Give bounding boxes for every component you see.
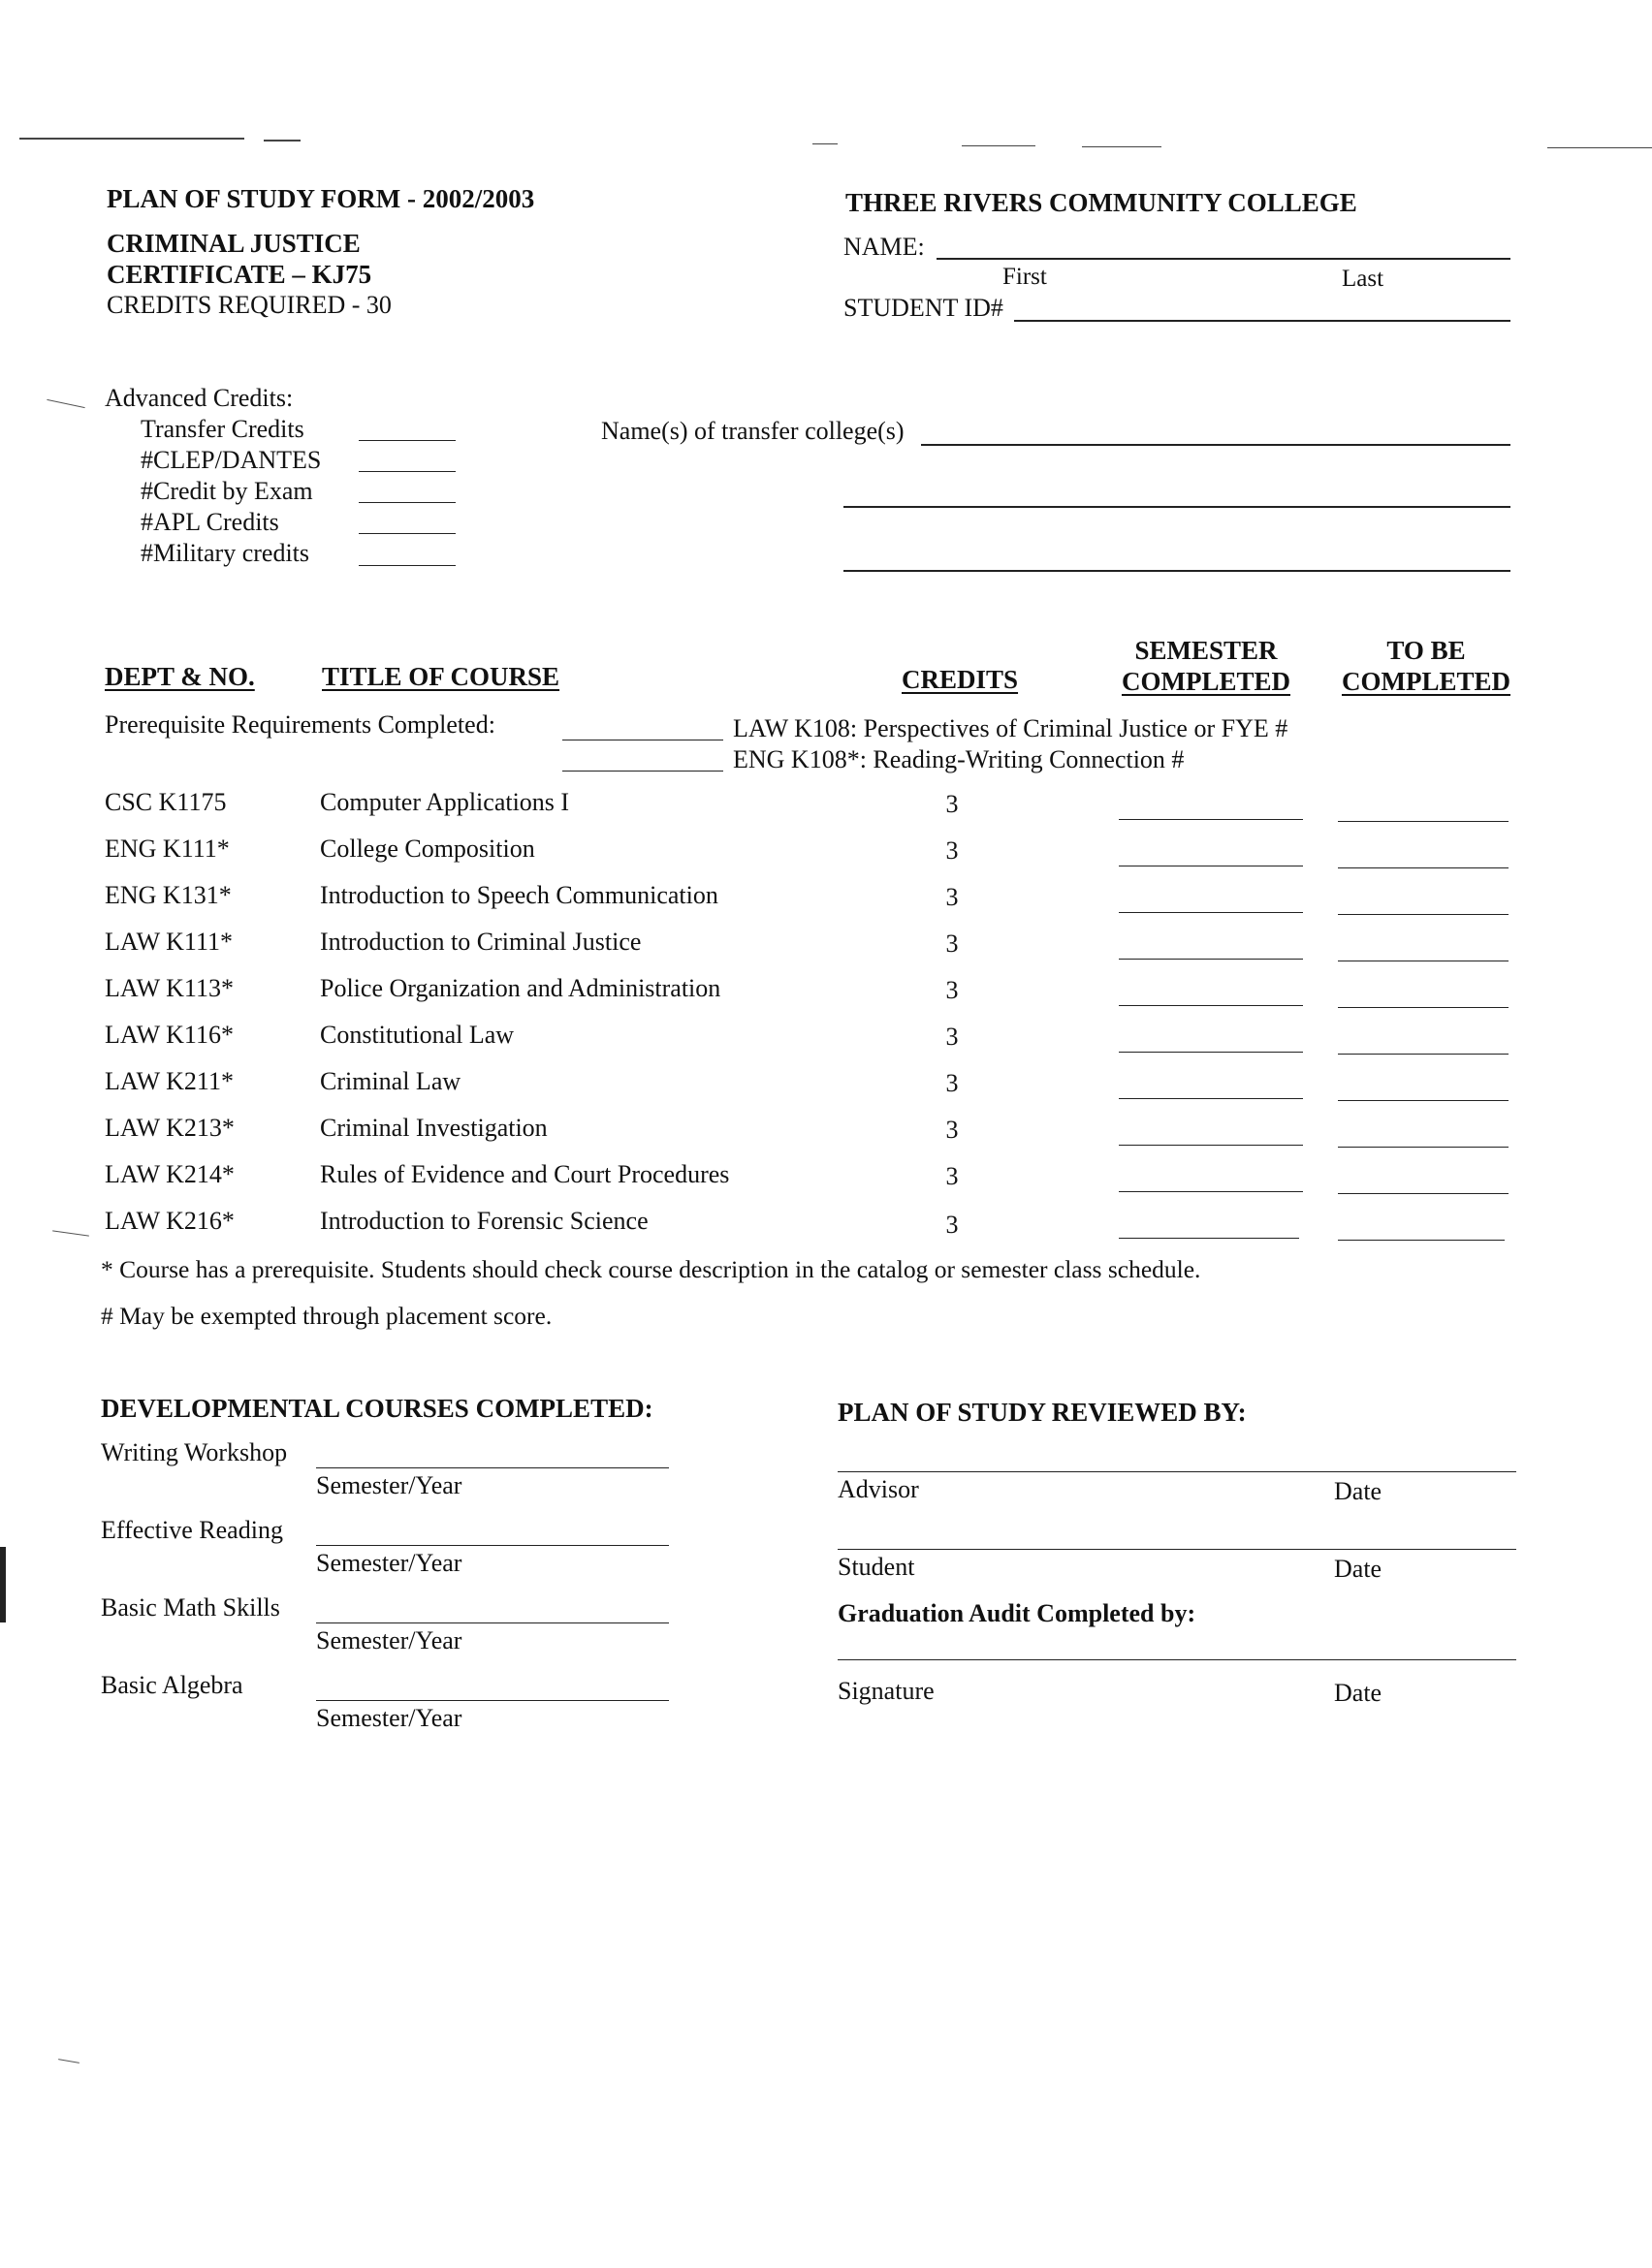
- signature-label: Signature: [838, 1677, 935, 1705]
- college-name: THREE RIVERS COMMUNITY COLLEGE: [845, 188, 1357, 217]
- credit-by-exam-label: #Credit by Exam: [141, 477, 313, 505]
- semester-year-label: Semester/Year: [316, 1704, 462, 1732]
- scan-artifact-line: [1082, 146, 1161, 147]
- scan-artifact-line: [812, 143, 838, 144]
- course-credits: 3: [945, 1162, 959, 1190]
- form-title: PLAN OF STUDY FORM - 2002/2003: [107, 184, 535, 213]
- semester-completed-field[interactable]: [1119, 959, 1303, 960]
- tobe-column-header-line1: TO BE: [1386, 636, 1466, 665]
- transfer-college-field-2[interactable]: [843, 506, 1510, 508]
- course-title: Introduction to Criminal Justice: [320, 928, 642, 956]
- military-credits-field[interactable]: [359, 565, 456, 566]
- program-name: CRIMINAL JUSTICE: [107, 229, 361, 258]
- developmental-heading: DEVELOPMENTAL COURSES COMPLETED:: [101, 1394, 653, 1423]
- scan-artifact-line: [1547, 147, 1652, 148]
- to-be-completed-field[interactable]: [1338, 867, 1509, 868]
- title-column-header: TITLE OF COURSE: [322, 662, 560, 691]
- apl-credits-label: #APL Credits: [141, 508, 279, 536]
- course-title: Rules of Evidence and Court Procedures: [320, 1160, 730, 1188]
- clep-dantes-field[interactable]: [359, 471, 456, 472]
- course-credits: 3: [945, 883, 959, 911]
- semester-completed-field[interactable]: [1119, 1098, 1303, 1099]
- course-credits: 3: [945, 929, 959, 958]
- course-dept: LAW K213*: [105, 1114, 235, 1142]
- course-title: Police Organization and Administration: [320, 974, 721, 1002]
- review-heading: PLAN OF STUDY REVIEWED BY:: [838, 1398, 1247, 1427]
- credits-column-header: CREDITS: [902, 665, 1019, 694]
- prerequisite-footnote: * Course has a prerequisite. Students should check course description in the catalog or semester class schedule.: [101, 1255, 1201, 1283]
- course-title: Computer Applications I: [320, 788, 570, 816]
- to-be-completed-field[interactable]: [1338, 1054, 1509, 1055]
- semester-year-label: Semester/Year: [316, 1471, 462, 1499]
- course-credits: 3: [945, 790, 959, 818]
- to-be-completed-field[interactable]: [1338, 1240, 1505, 1241]
- student-signature-field[interactable]: [838, 1549, 1516, 1550]
- course-credits: 3: [945, 976, 959, 1004]
- course-dept: LAW K216*: [105, 1207, 235, 1235]
- course-dept: CSC K1175: [105, 788, 227, 816]
- student-id-field[interactable]: [1014, 320, 1510, 322]
- credit-by-exam-field[interactable]: [359, 502, 456, 503]
- check-mark: [52, 1230, 89, 1236]
- semester-completed-field[interactable]: [1119, 1191, 1303, 1192]
- audit-signature-field[interactable]: [838, 1659, 1516, 1660]
- clep-dantes-label: #CLEP/DANTES: [141, 446, 322, 474]
- writing-workshop-label: Writing Workshop: [101, 1438, 288, 1466]
- to-be-completed-field[interactable]: [1338, 1193, 1509, 1194]
- semester-completed-field[interactable]: [1119, 1005, 1303, 1006]
- semester-year-label: Semester/Year: [316, 1549, 462, 1577]
- effective-reading-field[interactable]: [316, 1545, 669, 1546]
- to-be-completed-field[interactable]: [1338, 1007, 1509, 1008]
- course-title: Introduction to Forensic Science: [320, 1207, 649, 1235]
- course-dept: LAW K113*: [105, 974, 234, 1002]
- scan-artifact-line: [962, 145, 1035, 146]
- military-credits-label: #Military credits: [141, 539, 310, 567]
- scan-artifact-line: [264, 140, 301, 142]
- course-dept: LAW K211*: [105, 1067, 234, 1095]
- semester-completed-field[interactable]: [1119, 1145, 1303, 1146]
- check-mark: [47, 399, 84, 408]
- certificate-code: CERTIFICATE – KJ75: [107, 260, 372, 289]
- first-name-label: First: [1002, 264, 1047, 290]
- effective-reading-label: Effective Reading: [101, 1516, 283, 1544]
- last-name-label: Last: [1342, 266, 1384, 292]
- advanced-credits-heading: Advanced Credits:: [105, 384, 294, 412]
- transfer-credits-label: Transfer Credits: [141, 415, 304, 443]
- semester-completed-field[interactable]: [1119, 912, 1303, 913]
- course-dept: LAW K116*: [105, 1021, 234, 1049]
- semester-column-header-line1: SEMESTER: [1134, 636, 1278, 665]
- course-credits: 3: [945, 1116, 959, 1144]
- prereq-item: LAW K108: Perspectives of Criminal Justice or FYE #: [733, 714, 1288, 742]
- writing-workshop-field[interactable]: [316, 1467, 669, 1468]
- course-dept: LAW K214*: [105, 1160, 235, 1188]
- to-be-completed-field[interactable]: [1338, 1147, 1509, 1148]
- semester-year-label: Semester/Year: [316, 1626, 462, 1654]
- date-label: Date: [1334, 1679, 1382, 1707]
- to-be-completed-field[interactable]: [1338, 821, 1509, 822]
- course-credits: 3: [945, 1023, 959, 1051]
- transfer-credits-field[interactable]: [359, 440, 456, 441]
- course-dept: ENG K111*: [105, 835, 230, 863]
- basic-algebra-field[interactable]: [316, 1700, 669, 1701]
- scan-artifact-mark: [58, 2059, 79, 2063]
- basic-algebra-label: Basic Algebra: [101, 1671, 243, 1699]
- scan-artifact-line: [19, 138, 244, 140]
- course-dept: LAW K111*: [105, 928, 233, 956]
- graduation-audit-heading: Graduation Audit Completed by:: [838, 1599, 1196, 1627]
- dept-column-header: DEPT & NO.: [105, 662, 255, 691]
- tobe-column-header-line2: COMPLETED: [1341, 667, 1510, 696]
- course-credits: 3: [945, 836, 959, 865]
- prereq-field-2[interactable]: [562, 771, 723, 772]
- prereq-label: Prerequisite Requirements Completed:: [105, 710, 495, 739]
- transfer-college-field-1[interactable]: [921, 444, 1510, 446]
- semester-completed-field[interactable]: [1119, 1238, 1299, 1239]
- basic-math-label: Basic Math Skills: [101, 1593, 280, 1622]
- name-label: NAME:: [843, 233, 925, 261]
- prereq-item: ENG K108*: Reading-Writing Connection #: [733, 745, 1185, 773]
- transfer-college-field-3[interactable]: [843, 570, 1510, 572]
- course-title: College Composition: [320, 835, 535, 863]
- course-title: Constitutional Law: [320, 1021, 515, 1049]
- date-label: Date: [1334, 1555, 1382, 1583]
- basic-math-field[interactable]: [316, 1622, 669, 1623]
- credits-required: CREDITS REQUIRED - 30: [107, 291, 392, 319]
- transfer-college-label: Name(s) of transfer college(s): [601, 417, 905, 445]
- semester-completed-field[interactable]: [1119, 819, 1303, 820]
- course-credits: 3: [945, 1211, 959, 1239]
- advisor-signature-field[interactable]: [838, 1471, 1516, 1472]
- exemption-footnote: # May be exempted through placement score.: [101, 1302, 553, 1330]
- semester-completed-field[interactable]: [1119, 1052, 1303, 1053]
- to-be-completed-field[interactable]: [1338, 914, 1509, 915]
- course-credits: 3: [945, 1069, 959, 1097]
- to-be-completed-field[interactable]: [1338, 1100, 1509, 1101]
- course-title: Introduction to Speech Communication: [320, 881, 718, 909]
- course-title: Criminal Investigation: [320, 1114, 548, 1142]
- date-label: Date: [1334, 1477, 1382, 1505]
- apl-credits-field[interactable]: [359, 533, 456, 534]
- name-field[interactable]: [937, 258, 1510, 260]
- course-title: Criminal Law: [320, 1067, 461, 1095]
- student-id-label: STUDENT ID#: [843, 294, 1003, 322]
- semester-column-header-line2: COMPLETED: [1121, 667, 1290, 696]
- scan-edge-mark: [0, 1547, 16, 1622]
- student-label: Student: [838, 1553, 915, 1581]
- advisor-label: Advisor: [838, 1475, 919, 1503]
- course-dept: ENG K131*: [105, 881, 232, 909]
